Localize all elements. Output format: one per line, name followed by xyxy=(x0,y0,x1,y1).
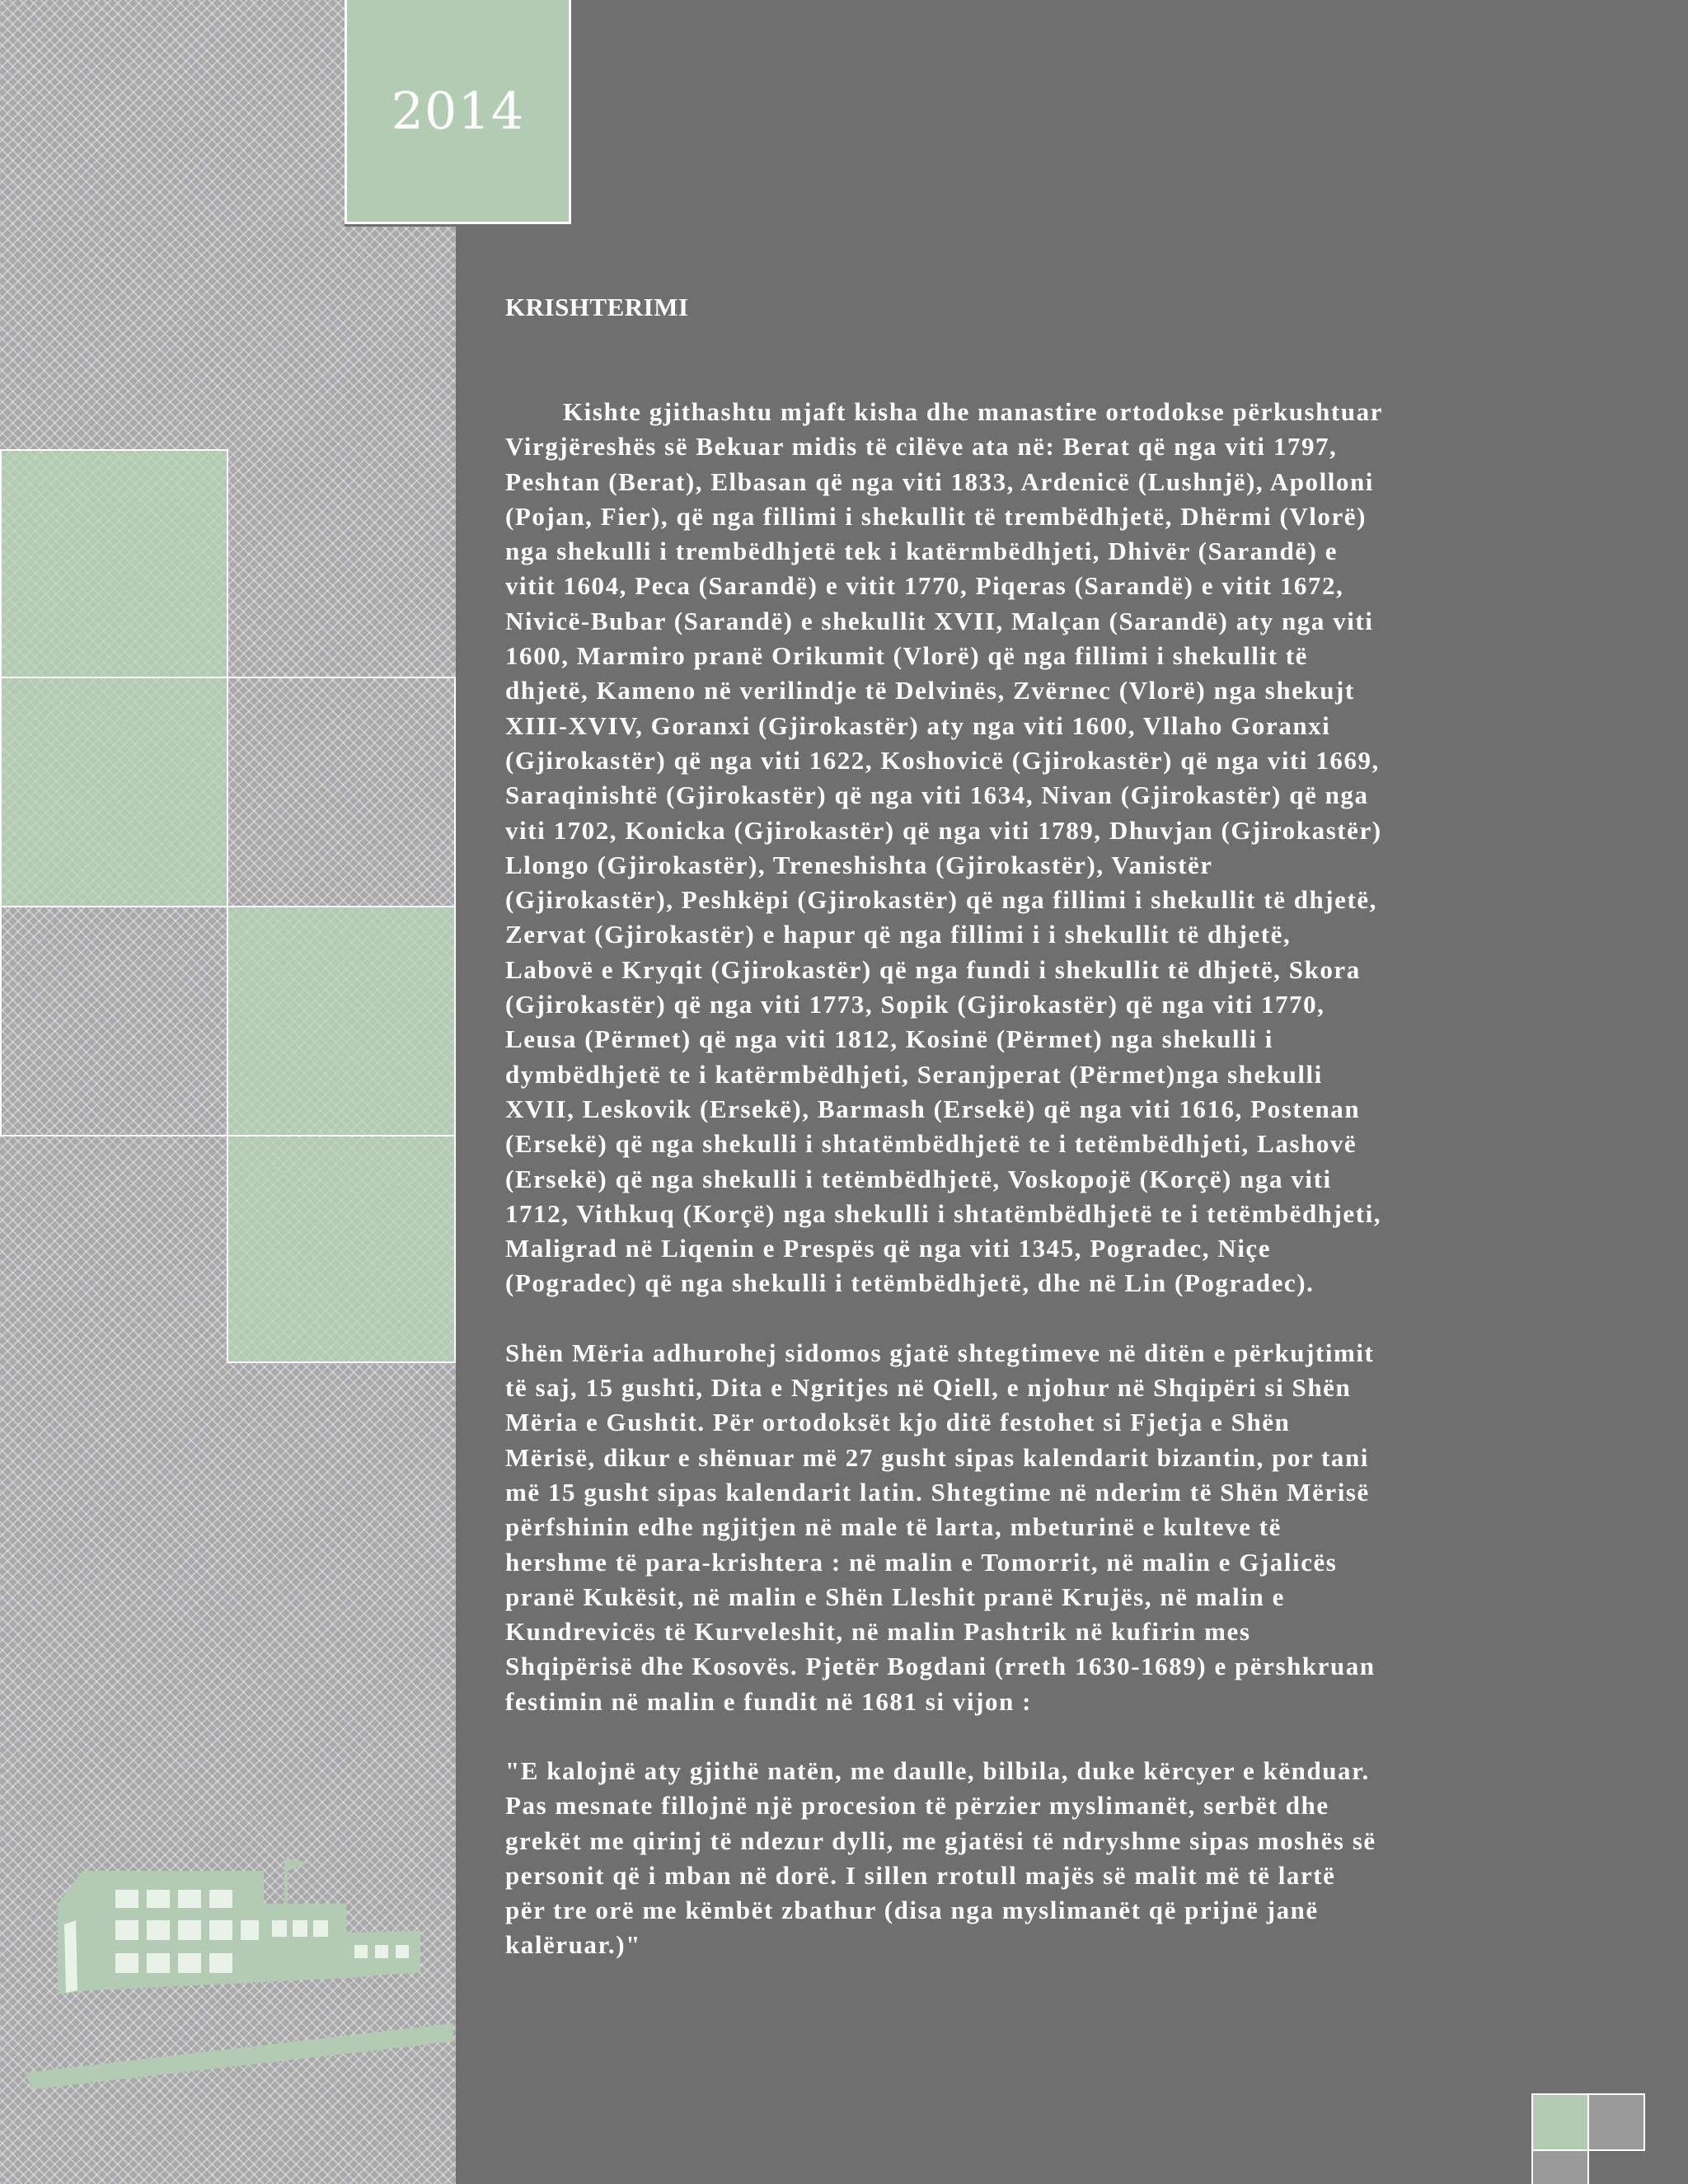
article-quote: "E kalojnë aty gjithë natën, me daulle, bilbila, duke kërcyer e kënduar. Pas mesnate fillojnë një procesion të përzier myslimanët, serbët dhe grekët me qirinj të ndezur dylli, me gjatësi të ndryshme sipas moshës së personit që i mban në dorë. I sillen rrotull majës së malit më të lartë për tre orë me këmbët zbathur (disa nga myslimanët që prijnë janë kalëruar.)" xyxy=(505,1755,1376,1960)
tile-3 xyxy=(227,677,456,907)
tile-4 xyxy=(0,906,228,1137)
school-building-logo xyxy=(25,1825,453,2102)
article-paragraph-1: Kishte gjithashtu mjaft kisha dhe manastire ortodokse përkushtuar Virgjëreshës së Bekuar midis të cilëve ata në: Berat që nga viti 1797, Peshtan (Berat), Elbasan që nga viti 1833, Ardenicë (Lushnjë), Apolloni (Pojan, Fier), që nga fillimi i shekullit të trembëdhjetë, Dhërmi (Vlorë) nga shekulli i trembëdhjetë tek i katërmbëdhjeti, Dhivër (Sarandë) e vitit 1604, Peca (Sarandë) e vitit 1770, Piqeras (Sarandë) e vitit 1672, Nivicë-Bubar (Sarandë) e shekullit XVII, Malçan (Sarandë) aty nga viti 1600, Marmiro pranë Orikumit (Vlorë) që nga fillimi i shekullit të dhjetë, Kameno në verilindje të Delvinës, Zvërnec (Vlorë) nga shekujt XIII-XVIV, Goranxi (Gjirokastër) aty nga viti 1600, Vllaho Goranxi (Gjirokastër) që nga viti 1622, Koshovicë (Gjirokastër) që nga viti 1669, Saraqinishtë (Gjirokastër) që nga viti 1634, Nivan (Gjirokastër) që nga viti 1702, Konicka (Gjirokastër) që nga viti 1789, Dhuvjan (Gjirokastër) Llongo (Gjirokastër), Treneshishta (Gjirokastër), Vanistër (Gjirokastër), Peshkëpi (Gjirokastër) që nga fillimi i shekullit të dhjetë, Zervat (Gjirokastër) e hapur që nga fillimi i i shekullit të dhjetë, Labovë e Kryqit (Gjirokastër) që nga fundi i shekullit të dhjetë, Skora (Gjirokastër) që nga viti 1773, Sopik (Gjirokastër) që nga viti 1770, Leusa (Përmet) që nga viti 1812, Kosinë (Përmet) nga shekulli i dymbëdhjetë te i katërmbëdhjeti, Seranjperat (Përmet)nga shekulli XVII, Leskovik (Ersekë), Barmash (Ersekë) që nga viti 1616, Postenan (Ersekë) që nga shekulli i shtatëmbëdhjetë te i tetëmbëdhjeti, Lashovë (Ersekë) që nga shekulli i tetëmbëdhjetë, Voskopojë (Korçë) nga viti 1712, Vithkuq (Korçë) nga shekulli i shtatëmbëdhjetë te i tetëmbëdhjeti, Maligrad në Liqenin e Prespës që nga viti 1345, Pogradec, Niçe (Pogradec) që nga shekulli i tetëmbëdhjetë, dhe në Lin (Pogradec). xyxy=(505,397,1383,1298)
tile-1 xyxy=(0,449,228,678)
corner-tile-bottom xyxy=(1531,2149,1589,2184)
tile-6 xyxy=(227,1135,456,1363)
tile-2 xyxy=(0,677,228,907)
article-paragraph-2: Shën Mëria adhurohej sidomos gjatë shtegtimeve në ditën e përkujtimit të saj, 15 gushti, Dita e Ngritjes në Qiell, e njohur në Shqipëri si Shën Mëria e Gushtit. Për ortodoksët kjo ditë festohet si Fjetja e Shën Mërisë, dikur e shënuar më 27 gusht sipas kalendarit bizantin, por tani më 15 gusht sipas kalendarit latin. Shtegtime në nderim të Shën Mërisë përfshinin edhe ngjitjen në male të larta, mbeturinë e kulteve të hershme të para-krishtera : në malin e Tomorrit, në malin e Gjalicës pranë Kukësit, në malin e Shën Lleshit pranë Krujës, në malin e Kundrevicës të Kurveleshit, në malin Pashtrik në kufirin mes Shqipërisë dhe Kosovës. Pjetër Bogdani (rreth 1630-1689) e përshkruan festimin në malin e fundit në 1681 si vijon : xyxy=(505,1338,1376,1716)
article xyxy=(505,293,1651,1998)
year-label: 2014 xyxy=(391,81,525,141)
year-box xyxy=(345,0,571,224)
tile-5 xyxy=(227,906,456,1137)
corner-tile-gray xyxy=(1587,2093,1645,2151)
corner-tile-green xyxy=(1531,2093,1589,2151)
article-heading: KRISHTERIMI xyxy=(505,293,689,321)
